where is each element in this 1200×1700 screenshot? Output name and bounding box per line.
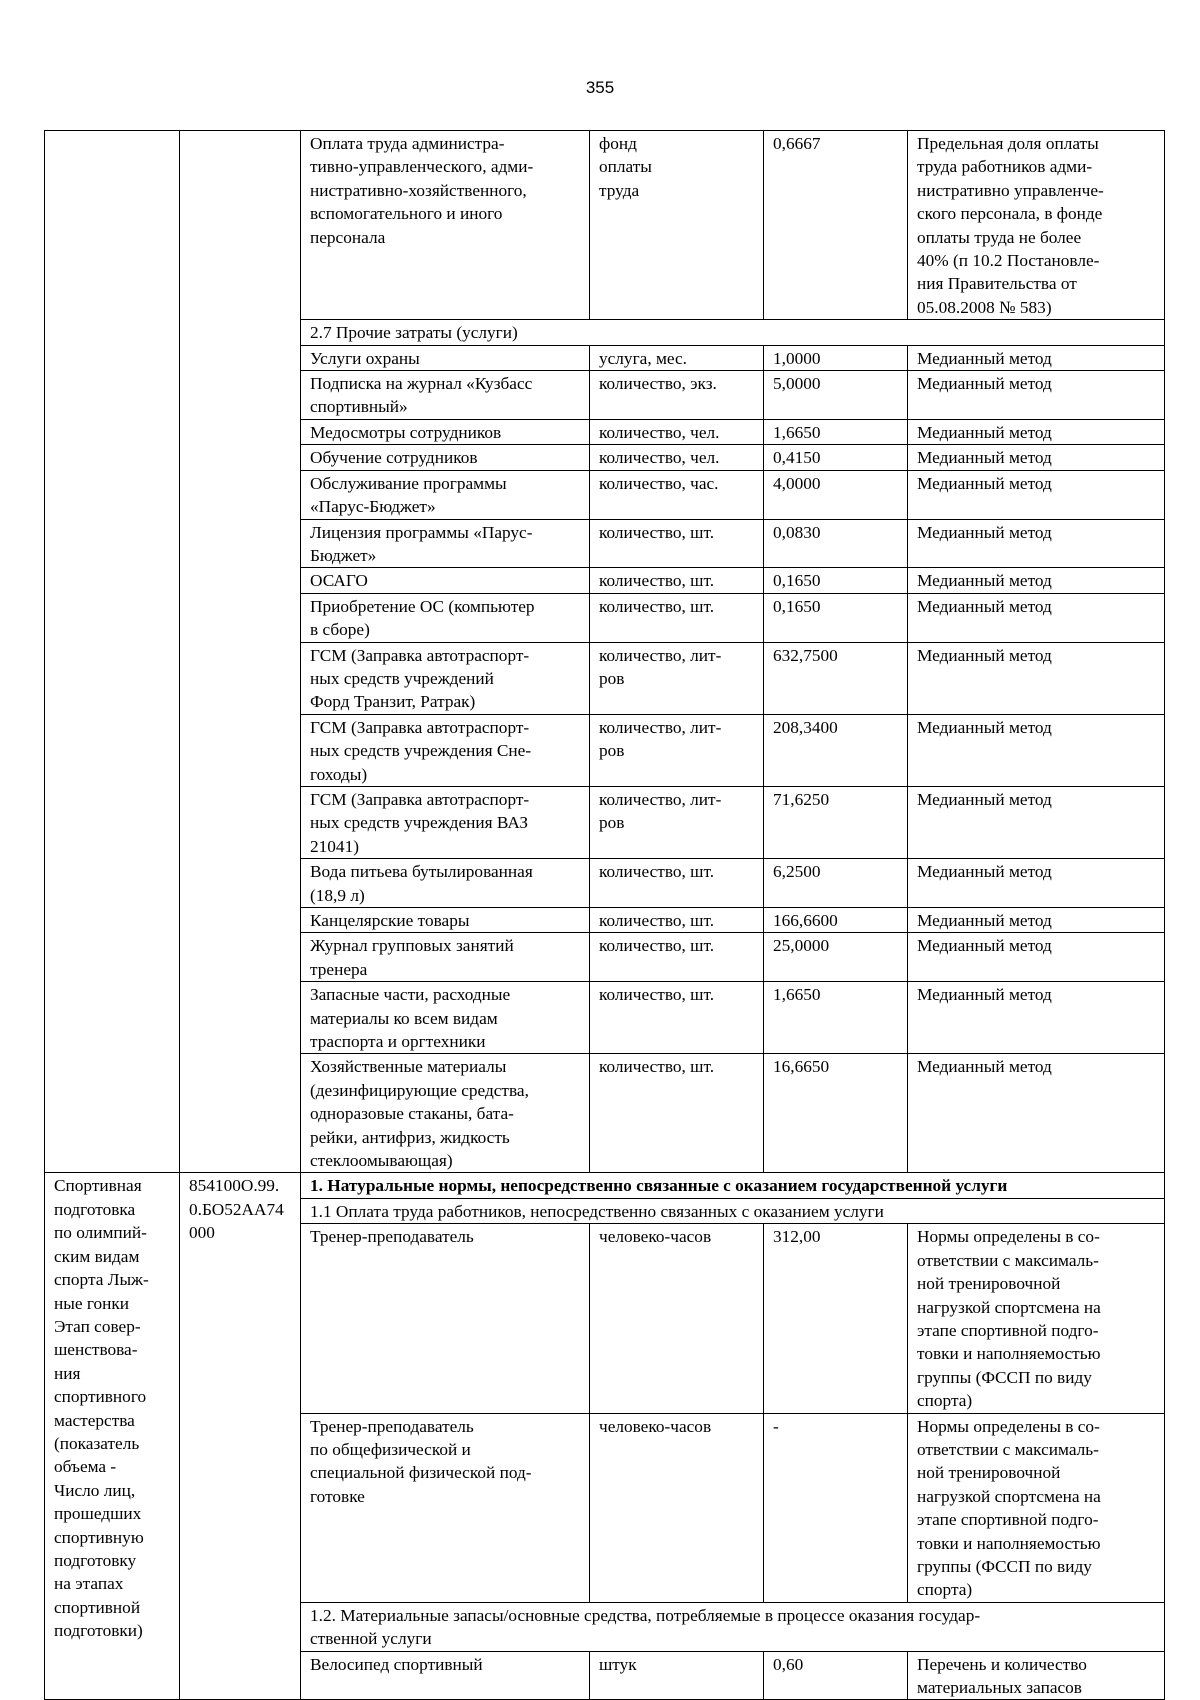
norm-value-cell: 16,6650 xyxy=(764,1054,908,1173)
justification-cell: Медианный метод xyxy=(908,345,1165,370)
item-name-cell: Обучение сотрудников xyxy=(301,445,590,470)
norm-value-cell: 25,0000 xyxy=(764,933,908,982)
norm-value-cell: 0,6667 xyxy=(764,131,908,320)
norm-value-cell: 0,60 xyxy=(764,1651,908,1700)
norm-value-cell: 0,1650 xyxy=(764,568,908,593)
norm-value-cell: 5,0000 xyxy=(764,371,908,420)
justification-cell: Медианный метод xyxy=(908,982,1165,1054)
unit-cell: фонд оплаты труда xyxy=(590,131,764,320)
justification-cell: Перечень и количество материальных запасов xyxy=(908,1651,1165,1700)
norm-value-cell: 1,6650 xyxy=(764,419,908,444)
unit-cell: количество, экз. xyxy=(590,371,764,420)
item-name-cell: Хозяйственные материалы (дезинфицирующие средства, одноразовые стаканы, бата- рейки, антифриз, жидкость стеклоомывающая) xyxy=(301,1054,590,1173)
norm-value-cell: - xyxy=(764,1413,908,1602)
item-name-cell: Обслуживание программы «Парус-Бюджет» xyxy=(301,470,590,519)
service-code-cell: 854100О.99. 0.БО52АА74 000 xyxy=(180,1173,301,1700)
unit-cell: количество, шт. xyxy=(590,933,764,982)
unit-cell: количество, шт. xyxy=(590,859,764,908)
service-code-cell-continued xyxy=(180,131,301,1173)
norm-value-cell: 632,7500 xyxy=(764,642,908,714)
item-name-cell: Тренер-преподаватель по общефизической и специальной физической под- готовке xyxy=(301,1413,590,1602)
justification-cell: Медианный метод xyxy=(908,908,1165,933)
unit-cell: человеко-часов xyxy=(590,1413,764,1602)
unit-cell: количество, шт. xyxy=(590,908,764,933)
item-name-cell: Журнал групповых занятий тренера xyxy=(301,933,590,982)
norm-value-cell: 4,0000 xyxy=(764,470,908,519)
justification-cell: Нормы определены в со- ответствии с максималь- ной тренировочной нагрузкой спортсмена на этапе спортивной подго- товки и наполняемостью группы (ФССП по виду спорта) xyxy=(908,1224,1165,1413)
unit-cell: количество, лит- ров xyxy=(590,786,764,858)
justification-cell: Медианный метод xyxy=(908,371,1165,420)
norm-value-cell: 208,3400 xyxy=(764,714,908,786)
norm-value-cell: 0,0830 xyxy=(764,519,908,568)
unit-cell: количество, шт. xyxy=(590,982,764,1054)
justification-cell: Медианный метод xyxy=(908,859,1165,908)
unit-cell: человеко-часов xyxy=(590,1224,764,1413)
item-name-cell: ГСМ (Заправка автотраспорт- ных средств учреждения ВАЗ 21041) xyxy=(301,786,590,858)
norms-table xyxy=(44,130,1165,1700)
justification-cell: Медианный метод xyxy=(908,568,1165,593)
section-heading: 1. Натуральные нормы, непосредственно связанные с оказанием государственной услуги xyxy=(301,1173,1165,1198)
item-name-cell: Канцелярские товары xyxy=(301,908,590,933)
item-name-cell: Тренер-преподаватель xyxy=(301,1224,590,1413)
justification-cell: Медианный метод xyxy=(908,714,1165,786)
justification-cell: Нормы определены в со- ответствии с максималь- ной тренировочной нагрузкой спортсмена на этапе спортивной подго- товки и наполняемостью группы (ФССП по виду спорта) xyxy=(908,1413,1165,1602)
section-heading: 1.2. Материальные запасы/основные средства, потребляемые в процессе оказания государ- ственной услуги xyxy=(301,1602,1165,1651)
item-name-cell: Медосмотры сотрудников xyxy=(301,419,590,444)
justification-cell: Медианный метод xyxy=(908,642,1165,714)
item-name-cell: ГСМ (Заправка автотраспорт- ных средств учреждений Форд Транзит, Ратрак) xyxy=(301,642,590,714)
item-name-cell: Приобретение ОС (компьютер в сборе) xyxy=(301,593,590,642)
unit-cell: штук xyxy=(590,1651,764,1700)
justification-cell: Медианный метод xyxy=(908,519,1165,568)
item-name-cell: Запасные части, расходные материалы ко всем видам траспорта и оргтехники xyxy=(301,982,590,1054)
justification-cell: Медианный метод xyxy=(908,786,1165,858)
unit-cell: количество, шт. xyxy=(590,593,764,642)
unit-cell: количество, лит- ров xyxy=(590,714,764,786)
norm-value-cell: 1,0000 xyxy=(764,345,908,370)
item-name-cell: ОСАГО xyxy=(301,568,590,593)
service-name-cell-continued xyxy=(45,131,180,1173)
item-name-cell: Вода питьева бутылированная (18,9 л) xyxy=(301,859,590,908)
justification-cell: Медианный метод xyxy=(908,1054,1165,1173)
unit-cell: количество, шт. xyxy=(590,1054,764,1173)
unit-cell: количество, шт. xyxy=(590,568,764,593)
justification-cell: Медианный метод xyxy=(908,419,1165,444)
item-name-cell: Лицензия программы «Парус- Бюджет» xyxy=(301,519,590,568)
section-heading: 1.1 Оплата труда работников, непосредственно связанных с оказанием услуги xyxy=(301,1198,1165,1223)
unit-cell: количество, час. xyxy=(590,470,764,519)
unit-cell: количество, чел. xyxy=(590,445,764,470)
norm-value-cell: 312,00 xyxy=(764,1224,908,1413)
norm-value-cell: 71,6250 xyxy=(764,786,908,858)
justification-cell: Предельная доля оплаты труда работников адми- нистративно управленче- ского персонала, в фонде оплаты труда не более 40% (п 10.2 Постановле- ния Правительства от 05.08.2008 № 583) xyxy=(908,131,1165,320)
norm-value-cell: 6,2500 xyxy=(764,859,908,908)
norm-value-cell: 166,6600 xyxy=(764,908,908,933)
unit-cell: количество, чел. xyxy=(590,419,764,444)
section-row xyxy=(45,1173,1165,1198)
justification-cell: Медианный метод xyxy=(908,445,1165,470)
unit-cell: услуга, мес. xyxy=(590,345,764,370)
justification-cell: Медианный метод xyxy=(908,470,1165,519)
item-name-cell: Велосипед спортивный xyxy=(301,1651,590,1700)
justification-cell: Медианный метод xyxy=(908,593,1165,642)
service-name-cell: Спортивная подготовка по олимпий- ским видам спорта Лыж- ные гонки Этап совер- шенствова- ния спортивного мастерства (показатель объема - Число лиц, прошедших спортивную подготовку на этапах спортивной подготовки) xyxy=(45,1173,180,1700)
item-name-cell: ГСМ (Заправка автотраспорт- ных средств учреждения Сне- гоходы) xyxy=(301,714,590,786)
norm-value-cell: 0,4150 xyxy=(764,445,908,470)
item-name-cell: Оплата труда администра- тивно-управленческого, адми- нистративно-хозяйственного, вспомогательного и иного персонала xyxy=(301,131,590,320)
page-number: 355 xyxy=(585,78,615,97)
table-row xyxy=(45,131,1165,320)
unit-cell: количество, лит- ров xyxy=(590,642,764,714)
item-name-cell: Услуги охраны xyxy=(301,345,590,370)
norm-value-cell: 0,1650 xyxy=(764,593,908,642)
item-name-cell: Подписка на журнал «Кузбасс спортивный» xyxy=(301,371,590,420)
unit-cell: количество, шт. xyxy=(590,519,764,568)
norm-value-cell: 1,6650 xyxy=(764,982,908,1054)
section-heading: 2.7 Прочие затраты (услуги) xyxy=(301,320,1165,345)
justification-cell: Медианный метод xyxy=(908,933,1165,982)
